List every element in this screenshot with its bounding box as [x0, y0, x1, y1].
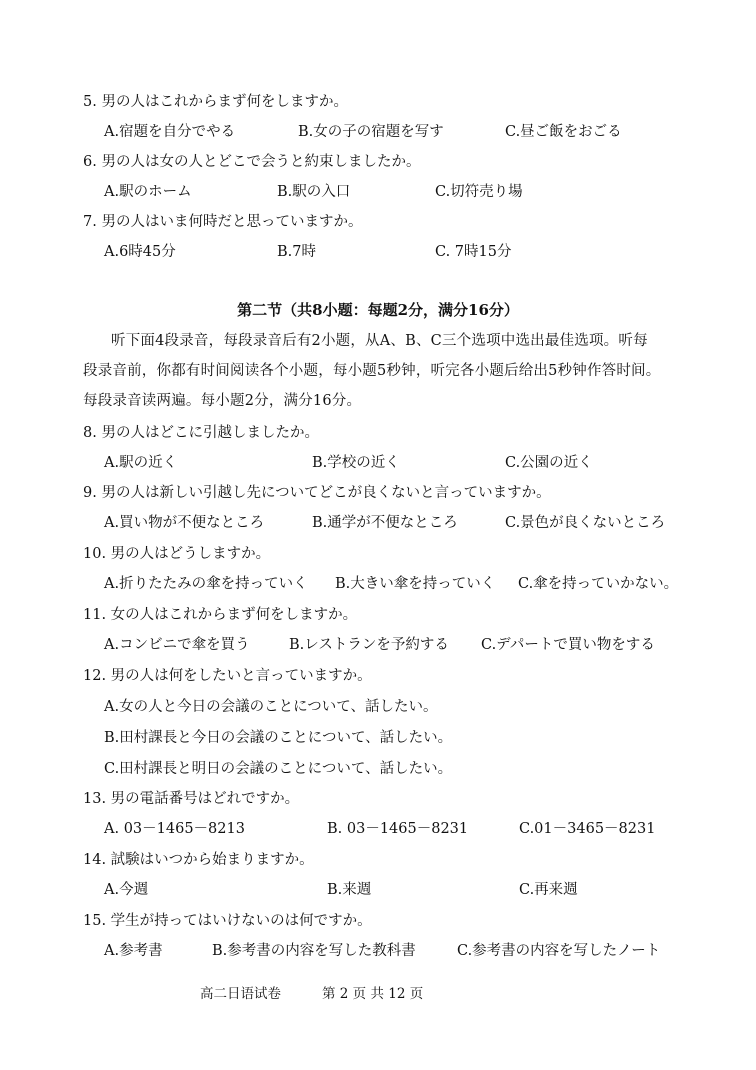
instruction-line-3: 每段录音读两遍。每小题2分，满分16分。 [83, 393, 362, 409]
question-13-stem: 13. 男の電話番号はどれですか。 [83, 791, 300, 807]
footer-subject: 高二日语试卷 [200, 986, 281, 1002]
question-8-option-a: A.駅の近く [104, 455, 178, 471]
instruction-line-1: 听下面4段录音，每段录音后有2小题，从A、B、C三个选项中选出最佳选项。听每 [111, 333, 648, 349]
question-8-option-b: B.学校の近く [312, 455, 400, 471]
question-9-option-b: B.通学が不便なところ [312, 515, 458, 531]
question-15-option-a: A.参考書 [104, 943, 163, 959]
question-6-option-c: C.切符売り場 [435, 184, 523, 200]
question-9-stem: 9. 男の人は新しい引越し先についてどこが良くないと言っていますか。 [83, 485, 551, 501]
question-12-option-a: A.女の人と今日の会議のことについて、話したい。 [104, 699, 438, 715]
question-6-option-a: A.駅のホーム [104, 184, 192, 200]
question-9-option-a: A.買い物が不便なところ [104, 515, 265, 531]
question-13-option-c: C.01－3465－8231 [519, 821, 656, 837]
question-13-option-b: B. 03－1465－8231 [327, 821, 469, 837]
question-5-option-c: C.昼ご飯をおごる [505, 124, 622, 140]
question-10-option-b: B.大きい傘を持っていく [335, 576, 496, 592]
question-7-option-b: B.7時 [277, 244, 316, 260]
question-12-option-c: C.田村課長と明日の会議のことについて、話したい。 [104, 761, 453, 777]
question-5-option-a: A.宿題を自分でやる [104, 124, 236, 140]
section-instructions [83, 326, 683, 416]
question-13-option-a: A. 03－1465－8213 [104, 821, 245, 837]
question-15-stem: 15. 学生が持ってはいけないのは何ですか。 [83, 913, 372, 929]
question-5-stem: 5. 男の人はこれからまず何をしますか。 [83, 94, 348, 110]
question-12-stem: 12. 男の人は何をしたいと言っていますか。 [83, 668, 372, 684]
question-15-option-b: B.参考書の内容を写した教科書 [212, 943, 416, 959]
question-11-option-c: C.デパートで買い物をする [481, 637, 655, 653]
question-14-stem: 14. 試験はいつから始まりますか。 [83, 852, 314, 868]
question-10-option-a: A.折りたたみの傘を持っていく [104, 576, 308, 592]
question-7-option-a: A.6時45分 [104, 244, 176, 260]
question-14-option-b: B.来週 [327, 882, 372, 898]
footer-page-number: 第 2 页 共 12 页 [322, 986, 424, 1002]
question-15-option-c: C.参考書の内容を写したノート [457, 943, 661, 959]
question-5-option-b: B.女の子の宿題を写す [298, 124, 444, 140]
question-7-stem: 7. 男の人はいま何時だと思っていますか。 [83, 214, 363, 230]
question-11-option-a: A.コンビニで傘を買う [104, 637, 250, 653]
instruction-line-2: 段录音前，你都有时间阅读各个小题，每小题5秒钟，听完各小题后给出5秒钟作答时间。 [83, 363, 661, 379]
question-11-option-b: B.レストランを予約する [289, 637, 449, 653]
question-6-option-b: B.駅の入口 [277, 184, 351, 200]
question-6-stem: 6. 男の人は女の人とどこで会うと約束しましたか。 [83, 154, 421, 170]
section-title: 第二节（共8小题：每题2分，满分16分） [237, 301, 519, 319]
question-10-option-c: C.傘を持っていかない。 [518, 576, 679, 592]
question-14-option-a: A.今週 [104, 882, 149, 898]
question-10-stem: 10. 男の人はどうしますか。 [83, 546, 271, 562]
question-9-option-c: C.景色が良くないところ [505, 515, 666, 531]
question-7-option-c: C. 7時15分 [435, 244, 512, 260]
question-11-stem: 11. 女の人はこれからまず何をしますか。 [83, 607, 358, 623]
question-8-stem: 8. 男の人はどこに引越しましたか。 [83, 425, 319, 441]
question-8-option-c: C.公園の近く [505, 455, 593, 471]
question-12-option-b: B.田村課長と今日の会議のことについて、話したい。 [104, 730, 453, 746]
question-14-option-c: C.再来週 [519, 882, 578, 898]
